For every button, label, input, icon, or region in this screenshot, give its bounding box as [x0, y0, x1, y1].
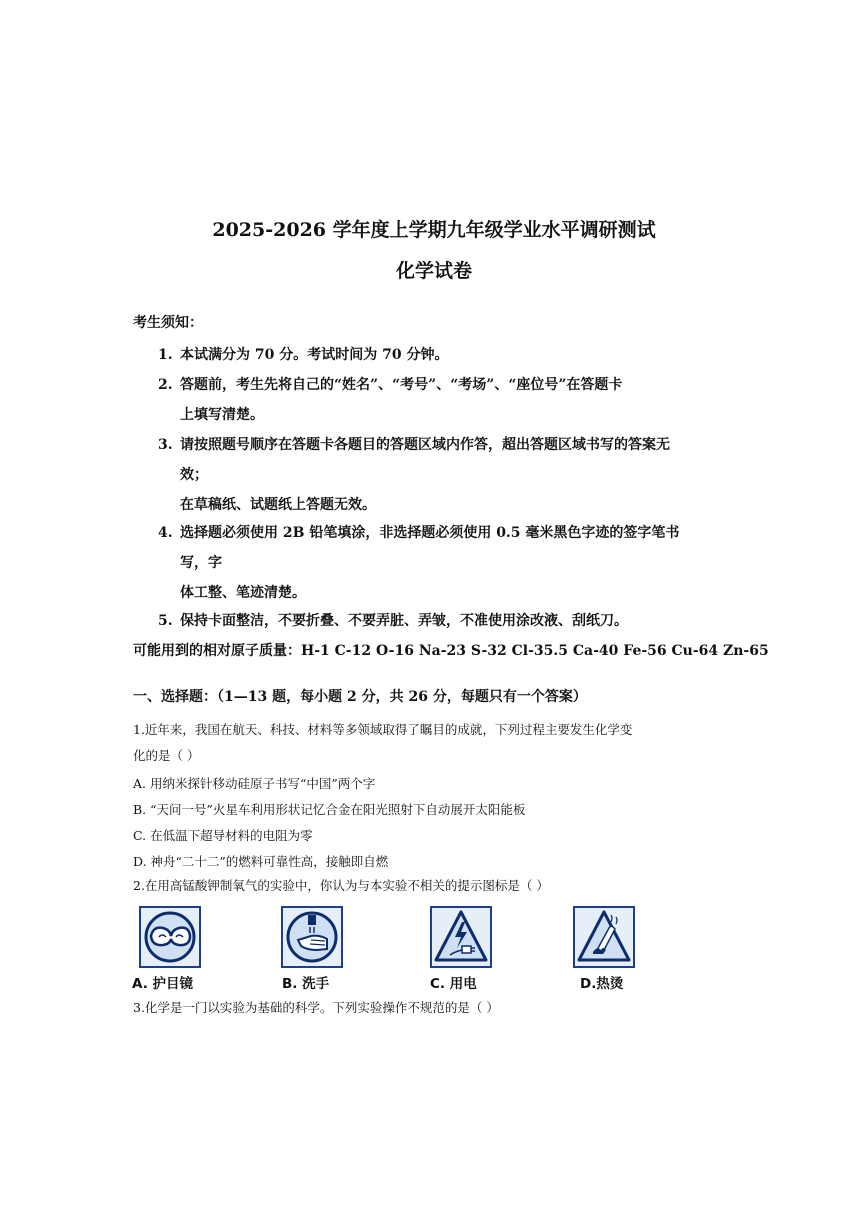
rule-line: 保持卡面整洁，不要折叠、不要弄脏、弄皱，不准使用涂改液、刮纸刀。	[180, 613, 628, 629]
question-2-stem: 2.在用高锰酸钾制氧气的实验中，你认为与本实验不相关的提示图标是（ ）	[133, 878, 549, 893]
icon-label-d: D.热烫	[580, 976, 624, 992]
question-1-option-a: A. 用纳米探针移动硅原子书写“中国”两个字	[133, 776, 376, 791]
notice-heading: 考生须知：	[133, 315, 203, 331]
rule-line: 体工整、笔迹清楚。	[180, 585, 306, 601]
rule-number: 2.	[158, 377, 173, 393]
rule-number: 5.	[158, 613, 173, 629]
notice-rule-3	[158, 430, 728, 520]
electric-plug-icon	[430, 906, 492, 968]
icon-label-b: B. 洗手	[282, 976, 330, 992]
hand-wash-icon	[281, 906, 343, 968]
atomic-masses: 可能用到的相对原子质量：H-1 C-12 O-16 Na-23 S-32 Cl-35.5 Ca-40 Fe-56 Cu-64 Zn-65	[133, 643, 769, 659]
notice-rule-2	[158, 370, 728, 430]
question-1-option-b: B. “天问一号”火星车利用形状记忆合金在阳光照射下自动展开太阳能板	[133, 802, 526, 817]
hot-burn-icon	[573, 906, 635, 968]
rule-line: 答题前，考生先将自己的“姓名”、“考号”、“考场”、“座位号”在答题卡	[180, 377, 623, 393]
notice-rule-1	[158, 340, 728, 370]
question-1-stem	[133, 717, 693, 769]
rule-line: 请按照题号顺序在答题卡各题目的答题区域内作答，超出答题区域书写的答案无	[180, 437, 670, 453]
rule-number: 4.	[158, 525, 173, 541]
icon-label-c: C. 用电	[430, 976, 477, 992]
rule-line: 效；	[180, 467, 208, 483]
question-1-option-d: D. 神舟“二十二”的燃料可靠性高，接触即自燃	[133, 854, 389, 869]
rule-line: 选择题必须使用 2B 铅笔填涂，非选择题必须使用 0.5 毫米黑色字迹的签字笔书	[180, 525, 680, 541]
question-stem-line: 化的是（ ）	[133, 748, 200, 763]
icon-label-a: A. 护目镜	[132, 976, 194, 992]
exam-subtitle: 化学试卷	[395, 260, 472, 282]
notice-rule-5	[158, 606, 728, 636]
rule-line: 在草稿纸、试题纸上答题无效。	[180, 497, 376, 513]
question-1-option-c: C. 在低温下超导材料的电阻为零	[133, 828, 313, 843]
question-stem-line: 1.近年来，我国在航天、科技、材料等多领域取得了瞩目的成就，下列过程主要发生化学变	[133, 722, 633, 737]
notice-rule-4	[158, 518, 728, 608]
rule-line: 写，字	[180, 555, 222, 571]
section-heading: 一、选择题：（1—13 题，每小题 2 分，共 26 分，每题只有一个答案）	[133, 689, 587, 705]
goggles-icon	[139, 906, 201, 968]
rule-line: 本试满分为 70 分。考试时间为 70 分钟。	[180, 347, 449, 363]
rule-number: 1.	[158, 347, 173, 363]
rule-number: 3.	[158, 437, 173, 453]
rule-line: 上填写清楚。	[180, 407, 264, 423]
question-3-stem: 3.化学是一门以实验为基础的科学。下列实验操作不规范的是（ ）	[133, 1000, 499, 1015]
exam-title: 2025-2026 学年度上学期九年级学业水平调研测试	[212, 219, 656, 241]
